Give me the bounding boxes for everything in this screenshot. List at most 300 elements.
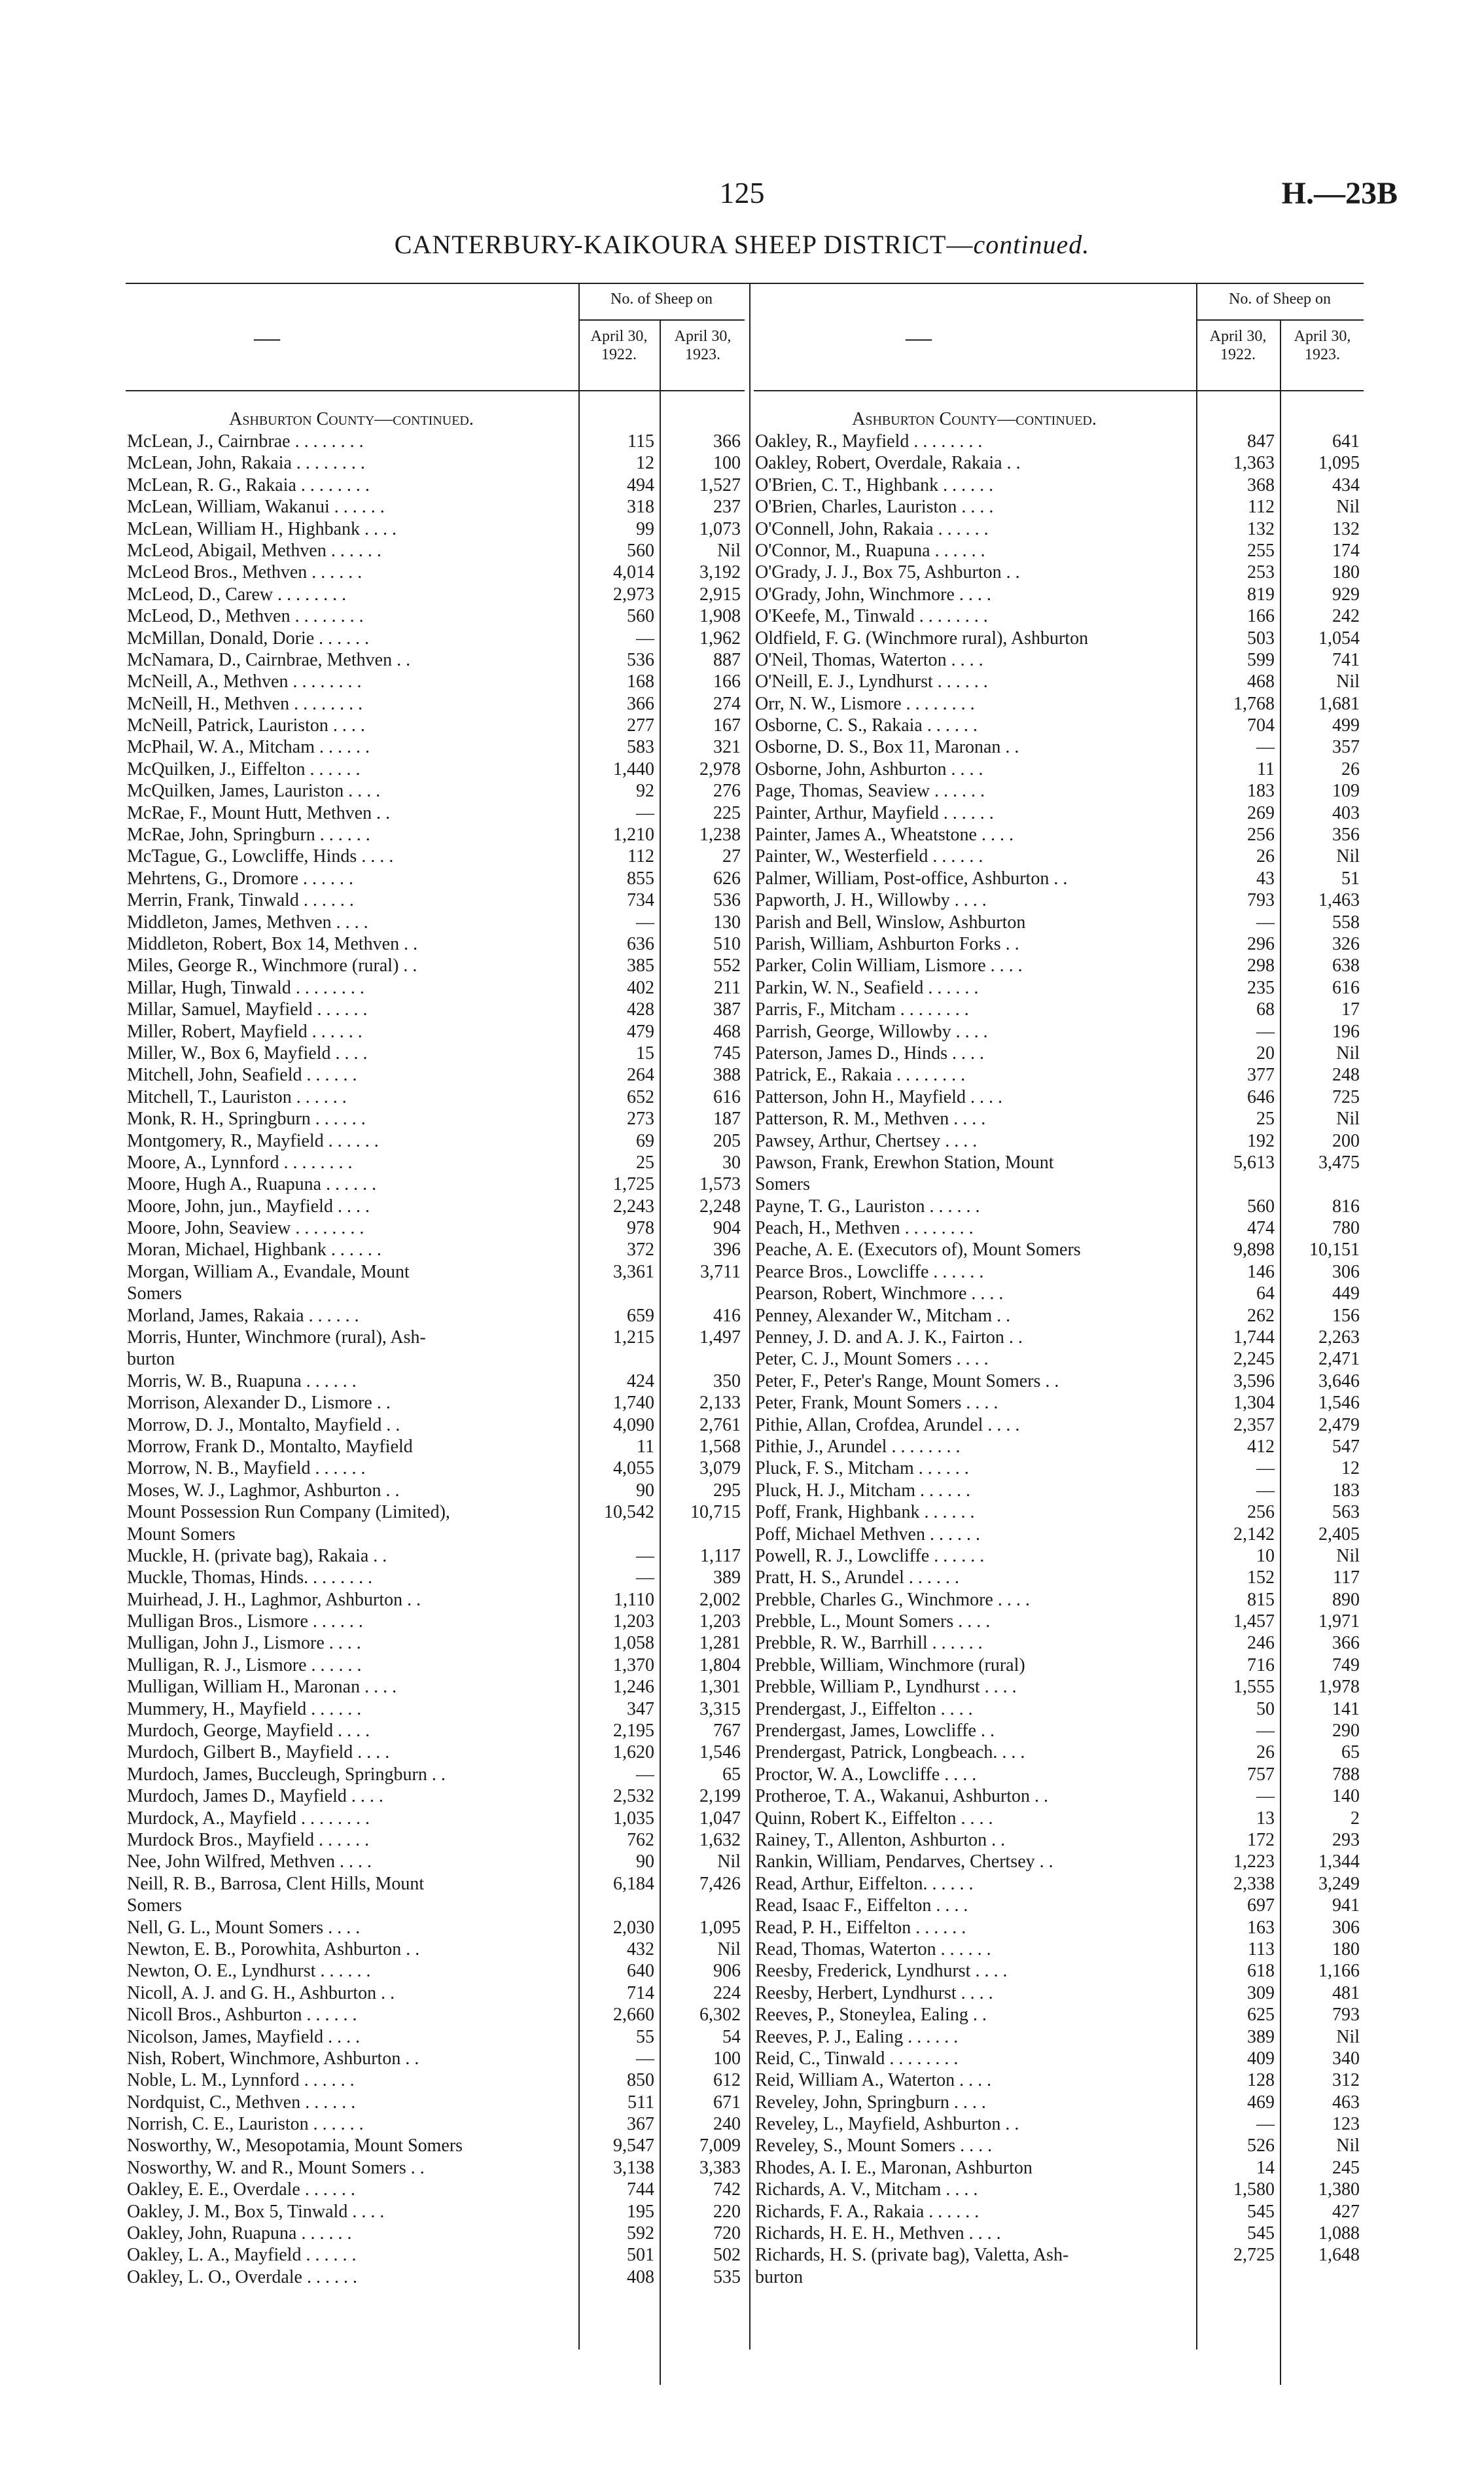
table-row [126,1611,745,1632]
sheep-1922-cell: — [1256,1721,1275,1742]
sheep-1923-cell: 350 [713,1370,741,1391]
sheep-1923-cell: 196 [1332,1021,1360,1042]
sheep-1923-cell: 276 [713,781,741,802]
sheep-1923-cell: 1,380 [1318,2179,1360,2200]
table-row [126,1960,745,1982]
sheep-1923-cell: 720 [713,2223,741,2244]
name-cell: Moore, Hugh A., Ruapuna . . . . . . [127,1174,377,1195]
sheep-1923-cell: 3,475 [1318,1152,1360,1173]
sheep-1923-cell: 200 [1332,1130,1360,1151]
table-row [754,1873,1364,1895]
name-cell: O'Grady, John, Winchmore . . . . [755,584,991,605]
sheep-1923-cell: 2,133 [699,1393,741,1414]
table-row [754,912,1364,933]
name-cell: Parrish, George, Willowby . . . . [755,1021,988,1042]
sheep-1922-cell: 503 [1247,628,1275,649]
sheep-1923-cell: 180 [1332,562,1360,583]
name-cell: Patterson, John H., Mayfield . . . . [755,1086,1002,1107]
name-cell: Prendergast, James, Lowcliffe . . [755,1721,995,1742]
sheep-1922-cell: 744 [627,2179,654,2200]
document-reference: H.—23B [1281,176,1398,211]
table-row [754,1851,1364,1872]
name-cell: McQuilken, J., Eiffelton . . . . . . [127,759,361,779]
name-cell: Mulligan, John J., Lismore . . . . [127,1633,361,1654]
sheep-1922-cell: 128 [1247,2070,1275,2091]
name-cell: Poff, Frank, Highbank . . . . . . [755,1502,975,1523]
table-row [126,2135,745,2156]
name-cell: Murdoch, Gilbert B., Mayfield . . . . [127,1742,390,1763]
sheep-1922-cell: 90 [636,1851,654,1872]
table-row [754,1524,1364,1545]
sheep-1922-cell: 253 [1247,562,1275,583]
name-cell: Parris, F., Mitcham . . . . . . . . [755,999,969,1020]
sheep-1922-cell: 2,660 [613,2005,654,2026]
table-row [126,474,745,496]
name-cell: Rankin, William, Pendarves, Chertsey . . [755,1851,1053,1872]
sheep-1923-cell: 1,546 [699,1742,741,1763]
table-row [754,1130,1364,1152]
name-cell: Oldfield, F. G. (Winchmore rural), Ashburton [755,628,1089,649]
name-cell: Read, P. H., Eiffelton . . . . . . [755,1917,966,1938]
table-row [126,780,745,802]
page-number: 125 [719,176,765,209]
sheep-1923-cell: 3,249 [1318,1873,1360,1894]
table-row [126,1720,745,1742]
sheep-1923-cell: 742 [713,2179,741,2200]
name-cell: Muckle, H. (private bag), Rakaia . . [127,1545,387,1566]
name-cell: O'Brien, C. T., Highbank . . . . . . [755,474,994,495]
table-row [126,628,745,649]
table-row [754,1654,1364,1676]
sheep-1923-cell: 237 [713,497,741,518]
sheep-1923-cell: 1,978 [1318,1677,1360,1698]
sheep-1922-cell: 25 [636,1152,654,1173]
sheep-1923-cell: 132 [1332,518,1360,539]
sheep-1923-cell: 558 [1332,912,1360,933]
name-cell: Painter, James A., Wheatstone . . . . [755,825,1014,846]
name-cell: Nicolson, James, Mayfield . . . . [127,2026,361,2047]
sheep-1922-cell: 469 [1247,2092,1275,2113]
table-row [126,1348,745,1370]
sheep-1923-cell: 26 [1341,759,1360,779]
sheep-1922-cell: — [1256,912,1275,933]
sheep-1922-cell: 69 [636,1130,654,1151]
sheep-1922-cell: 262 [1247,1305,1275,1326]
sheep-1922-cell: 146 [1247,1261,1275,1282]
table-row [126,1567,745,1588]
table-row [754,605,1364,627]
sheep-1923-cell: 17 [1341,999,1360,1020]
col-1923-line2: 1923. [685,346,720,363]
sheep-1923-cell: Nil [1336,1043,1360,1063]
sheep-1923-cell: 387 [713,999,741,1020]
sheep-1922-cell: 235 [1247,977,1275,998]
sheep-1923-cell: 1,648 [1318,2245,1360,2266]
sheep-1922-cell: 4,014 [613,562,654,583]
sheep-1923-cell: 117 [1333,1567,1360,1588]
sheep-1923-cell: 793 [1332,2005,1360,2026]
sheep-1923-cell: 65 [722,1764,741,1785]
sheep-1922-cell: 166 [1247,606,1275,627]
sheep-1922-cell: 112 [1248,497,1275,518]
sheep-1922-cell: 1,210 [613,825,654,846]
sheep-1922-cell: 1,768 [1233,693,1275,714]
name-cell: Mummery, H., Mayfield . . . . . . [127,1698,362,1719]
name-cell: Neill, R. B., Barrosa, Clent Hills, Mount [127,1873,425,1894]
table-row [754,1545,1364,1567]
table-row [126,540,745,562]
name-cell: Nosworthy, W. and R., Mount Somers . . [127,2157,425,2178]
sheep-1922-cell: 3,138 [613,2157,654,2178]
table-row [126,1457,745,1479]
table-row [754,1327,1364,1348]
sheep-1923-cell: 1,095 [1318,453,1360,474]
table-row [754,780,1364,802]
name-cell: Norrish, C. E., Lauriston . . . . . . [127,2114,364,2135]
sheep-1923-cell: 290 [1332,1721,1360,1742]
name-cell: Morris, Hunter, Winchmore (rural), Ash- [127,1327,426,1348]
table-row [754,1567,1364,1588]
name-cell: McTague, G., Lowcliffe, Hinds . . . . [127,846,394,867]
name-cell: Prebble, L., Mount Somers . . . . [755,1611,991,1632]
sheep-1923-cell: 211 [714,977,741,998]
name-cell: Painter, W., Westerfield . . . . . . [755,846,983,867]
sheep-1922-cell: 55 [636,2026,654,2047]
sheep-1923-cell: 357 [1332,737,1360,758]
table-row [754,474,1364,496]
sheep-1922-cell: 112 [627,846,654,867]
name-cell: Middleton, James, Methven . . . . [127,912,368,933]
name-cell: O'Neill, E. J., Lyndhurst . . . . . . [755,671,988,692]
table-row [126,1873,745,1895]
sheep-1923-cell: 224 [713,1982,741,2003]
name-cell: Mulligan, William H., Maronan . . . . [127,1677,397,1698]
name-cell: Somers [127,1283,182,1304]
sheep-1922-cell: 2,357 [1233,1414,1275,1435]
sheep-1923-cell: 1,166 [1318,1961,1360,1982]
sheep-1922-cell: 11 [1257,759,1275,779]
name-cell: McLean, William H., Highbank . . . . [127,518,397,539]
sheep-1922-cell: 273 [627,1109,654,1130]
table-row [754,736,1364,758]
sheep-1922-cell: — [1256,2114,1275,2135]
sheep-1922-cell: 1,363 [1233,453,1275,474]
sheep-1923-cell: 1,281 [699,1633,741,1654]
sheep-1923-cell: 2,471 [1318,1349,1360,1370]
sheep-1922-cell: 366 [627,693,654,714]
name-cell: Morland, James, Rakaia . . . . . . [127,1305,359,1326]
name-cell: Reeves, P., Stoneylea, Ealing . . [755,2005,987,2026]
sheep-1923-cell: 1,971 [1318,1611,1360,1632]
name-cell: Pluck, F. S., Mitcham . . . . . . [755,1458,969,1479]
sheep-1922-cell: 2,030 [613,1917,654,1938]
sheep-1923-cell: Nil [1336,2026,1360,2047]
table-row [754,1261,1364,1283]
sheep-1922-cell: 402 [627,977,654,998]
name-cell: McNeill, Patrick, Lauriston . . . . [127,715,365,736]
table-row [126,1043,745,1064]
sheep-1923-cell: 140 [1332,1786,1360,1807]
name-cell: Newton, O. E., Lyndhurst . . . . . . [127,1961,371,1982]
name-cell: Nicoll, A. J. and G. H., Ashburton . . [127,1982,395,2003]
sheep-1922-cell: 424 [627,1370,654,1391]
table-row [126,1370,745,1392]
sheep-1922-cell: 26 [1256,1742,1275,1763]
table-row [126,649,745,671]
name-column-heading: — [254,323,280,352]
sheep-1922-cell: 269 [1247,802,1275,823]
sheep-1922-cell: 2,245 [1233,1349,1275,1370]
sheep-1923-cell: 248 [1332,1065,1360,1086]
sheep-1923-cell: 174 [1332,540,1360,561]
sheep-1922-cell: 2,243 [613,1196,654,1217]
sheep-1922-cell: 1,620 [613,1742,654,1763]
sheep-1922-cell: 2,973 [613,584,654,605]
sheep-1923-cell: 547 [1332,1436,1360,1457]
name-column-heading: — [906,323,932,352]
sheep-1923-cell: 929 [1332,584,1360,605]
sheep-1923-cell: 274 [713,693,741,714]
name-cell: McNeill, H., Methven . . . . . . . . [127,693,363,714]
sheep-1922-cell: 12 [636,453,654,474]
name-cell: Rainey, T., Allenton, Ashburton . . [755,1830,1006,1850]
table-row [754,1501,1364,1523]
name-cell: Parkin, W. N., Seafield . . . . . . [755,977,979,998]
sheep-1923-cell: 510 [713,933,741,954]
table-row [754,846,1364,867]
sheep-1922-cell: 372 [627,1240,654,1260]
sheep-1923-cell: 366 [1332,1633,1360,1654]
table-row [754,955,1364,976]
table-row [126,1785,745,1807]
table-row [126,1305,745,1327]
sheep-1923-cell: 389 [713,1567,741,1588]
sheep-1923-cell: 123 [1332,2114,1360,2135]
name-cell: Poff, Michael Methven . . . . . . [755,1524,980,1545]
table-row [126,736,745,758]
name-cell: Somers [755,1174,810,1195]
name-cell: Read, Arthur, Eiffelton. . . . . . [755,1873,974,1894]
table-row [126,1414,745,1436]
name-cell: Oakley, L. A., Mayfield . . . . . . [127,2245,357,2266]
sheep-1922-cell: 99 [636,518,654,539]
sheep-1923-cell: Nil [1336,2135,1360,2156]
sheep-1922-cell: 757 [1247,1764,1275,1785]
heading-rule [578,319,745,321]
table-row [126,584,745,605]
sheep-1922-cell: 2,338 [1233,1873,1275,1894]
name-cell: Oakley, J. M., Box 5, Tinwald . . . . [127,2201,385,2222]
sheep-1922-cell: 1,744 [1233,1327,1275,1348]
sheep-1922-cell: 409 [1247,2048,1275,2069]
sheep-1922-cell: 474 [1247,1218,1275,1239]
sheep-1922-cell: 1,580 [1233,2179,1275,2200]
name-cell: Prebble, R. W., Barrhill . . . . . . [755,1633,983,1654]
sheep-1922-cell: 172 [1247,1830,1275,1850]
sheep-1923-cell: 295 [713,1480,741,1501]
sheep-1923-cell: 1,962 [699,628,741,649]
sheep-1923-cell: 626 [713,868,741,889]
header-bottom-rule [754,390,1364,391]
sheep-1923-cell: 306 [1332,1261,1360,1282]
table-row [754,452,1364,474]
table-row [754,1742,1364,1763]
name-cell: Patterson, R. M., Methven . . . . [755,1109,986,1130]
column-divider [749,284,751,2350]
sheep-1923-cell: Nil [717,540,741,561]
table-row [126,1917,745,1939]
name-cell: Powell, R. J., Lowcliffe . . . . . . [755,1545,985,1566]
sheep-1922-cell: — [636,1545,654,1566]
name-cell: Morrow, N. B., Mayfield . . . . . . [127,1458,366,1479]
name-cell: Osborne, D. S., Box 11, Maronan . . [755,737,1019,758]
sheep-1923-cell: 356 [1332,825,1360,846]
sheep-1923-cell: 340 [1332,2048,1360,2069]
sheep-1922-cell: 545 [1247,2201,1275,2222]
sheep-1923-cell: 481 [1332,1982,1360,2003]
sheep-1922-cell: — [636,1567,654,1588]
sheep-1922-cell: 5,613 [1233,1152,1275,1173]
sheep-1922-cell: 1,370 [613,1654,654,1675]
table-row [126,955,745,976]
sheep-1922-cell: 255 [1247,540,1275,561]
sheep-1922-cell: 1,215 [613,1327,654,1348]
table-row [754,1414,1364,1436]
name-cell: Newton, E. B., Porowhita, Ashburton . . [127,1939,420,1959]
table-row [754,868,1364,889]
name-cell: Peach, H., Methven . . . . . . . . [755,1218,974,1239]
name-cell: McLeod, Abigail, Methven . . . . . . [127,540,381,561]
name-cell: McQuilken, James, Lauriston . . . . [127,781,381,802]
sheep-1923-cell: 1,546 [1318,1393,1360,1414]
name-cell: McRae, F., Mount Hutt, Methven . . [127,802,391,823]
name-cell: McLeod, D., Methven . . . . . . . . [127,606,364,627]
sheep-1923-cell: 141 [1332,1698,1360,1719]
name-cell: McLean, R. G., Rakaia . . . . . . . . [127,474,370,495]
sheep-1922-cell: 793 [1247,890,1275,911]
name-cell: Page, Thomas, Seaview . . . . . . [755,781,985,802]
sheep-1923-cell: Nil [1336,497,1360,518]
name-cell: Morgan, William A., Evandale, Mount [127,1261,410,1282]
table-row [126,1501,745,1523]
sheep-1922-cell: — [1256,1021,1275,1042]
sheep-1922-cell: 599 [1247,649,1275,670]
sheep-1923-cell: 1,238 [699,825,741,846]
sheep-1923-cell: 187 [713,1109,741,1130]
sheep-1923-cell: 2,978 [699,759,741,779]
name-cell: Peter, C. J., Mount Somers . . . . [755,1349,989,1370]
sheep-1923-cell: 27 [722,846,741,867]
sheep-1923-cell: 502 [713,2245,741,2266]
col-1922-heading [1196,327,1280,364]
table-row [754,1960,1364,1982]
sheep-1922-cell: 636 [627,933,654,954]
sheep-1922-cell: 277 [627,715,654,736]
name-cell: Parish and Bell, Winslow, Ashburton [755,912,1026,933]
table-row [126,759,745,780]
sheep-1922-cell: 1,457 [1233,1611,1275,1632]
sheep-1923-cell: 767 [713,1721,741,1742]
sheep-1922-cell: 4,090 [613,1414,654,1435]
sheep-1922-cell: 704 [1247,715,1275,736]
table-row [754,759,1364,780]
name-cell: Nell, G. L., Mount Somers . . . . [127,1917,361,1938]
sheep-1922-cell: 545 [1247,2223,1275,2244]
name-cell: McMillan, Donald, Dorie . . . . . . [127,628,370,649]
sheep-1923-cell: 725 [1332,1086,1360,1107]
table-row [754,1720,1364,1742]
table-row [754,1764,1364,1785]
table-row [754,1611,1364,1632]
sheep-1922-cell: 618 [1247,1961,1275,1982]
table-row [754,1152,1364,1173]
sheep-1923-cell: 1,908 [699,606,741,627]
table-row [754,1086,1364,1108]
sheep-1923-cell: 1,681 [1318,693,1360,714]
sheep-1923-cell: 468 [713,1021,741,1042]
sheep-1923-cell: 463 [1332,2092,1360,2113]
table-row [126,1698,745,1720]
right-rows [754,431,1364,2288]
sheep-1922-cell: 560 [627,540,654,561]
table-row [754,1785,1364,1807]
sheep-1923-cell: 1,527 [699,474,741,495]
name-cell: Papworth, J. H., Willowby . . . . [755,890,987,911]
name-cell: McLeod Bros., Methven . . . . . . [127,562,362,583]
table-row [754,1917,1364,1939]
sheep-1922-cell: 2,532 [613,1786,654,1807]
name-cell: Morrow, Frank D., Montalto, Mayfield [127,1436,413,1457]
sheep-1923-cell: 3,646 [1318,1370,1360,1391]
table-row [126,1436,745,1457]
name-cell: Merrin, Frank, Tinwald . . . . . . [127,890,354,911]
sheep-1922-cell: 560 [627,606,654,627]
table-row [126,2223,745,2244]
name-cell: McLeod, D., Carew . . . . . . . . [127,584,347,605]
name-cell: Middleton, Robert, Box 14, Methven . . [127,933,418,954]
name-cell: McPhail, W. A., Mitcham . . . . . . [127,737,370,758]
name-cell: Muckle, Thomas, Hinds. . . . . . . . [127,1567,373,1588]
sheep-1923-cell: 1,073 [699,518,741,539]
table-row [126,999,745,1020]
table-row [126,2048,745,2069]
name-cell: O'Keefe, M., Tinwald . . . . . . . . [755,606,988,627]
table-row [126,1261,745,1283]
name-cell: Moore, John, Seaview . . . . . . . . [127,1218,364,1239]
sheep-1922-cell: 195 [627,2201,654,2222]
name-cell: Murdoch, James, Buccleugh, Springburn . . [127,1764,446,1785]
sheep-1923-cell: 3,079 [699,1458,741,1479]
sheep-1923-cell: 816 [1332,1196,1360,1217]
sheep-1923-cell: 552 [713,956,741,976]
name-cell: Mitchell, John, Seafield . . . . . . [127,1065,357,1086]
name-cell: Nish, Robert, Winchmore, Ashburton . . [127,2048,419,2069]
sheep-1923-cell: 449 [1332,1283,1360,1304]
sheep-1923-cell: 65 [1341,1742,1360,1763]
sheep-1922-cell: 847 [1247,431,1275,452]
table-row [126,1021,745,1043]
table-row [126,1152,745,1173]
name-cell: Mitchell, T., Lauriston . . . . . . [127,1086,347,1107]
sheep-1922-cell: 192 [1247,1130,1275,1151]
table-row [126,496,745,518]
header-bottom-rule [126,390,745,391]
col-1922-heading [578,327,660,364]
table-row [754,999,1364,1020]
name-cell: Morris, W. B., Ruapuna . . . . . . [127,1370,357,1391]
sheep-1922-cell: 2,195 [613,1721,654,1742]
table-row [126,1130,745,1152]
